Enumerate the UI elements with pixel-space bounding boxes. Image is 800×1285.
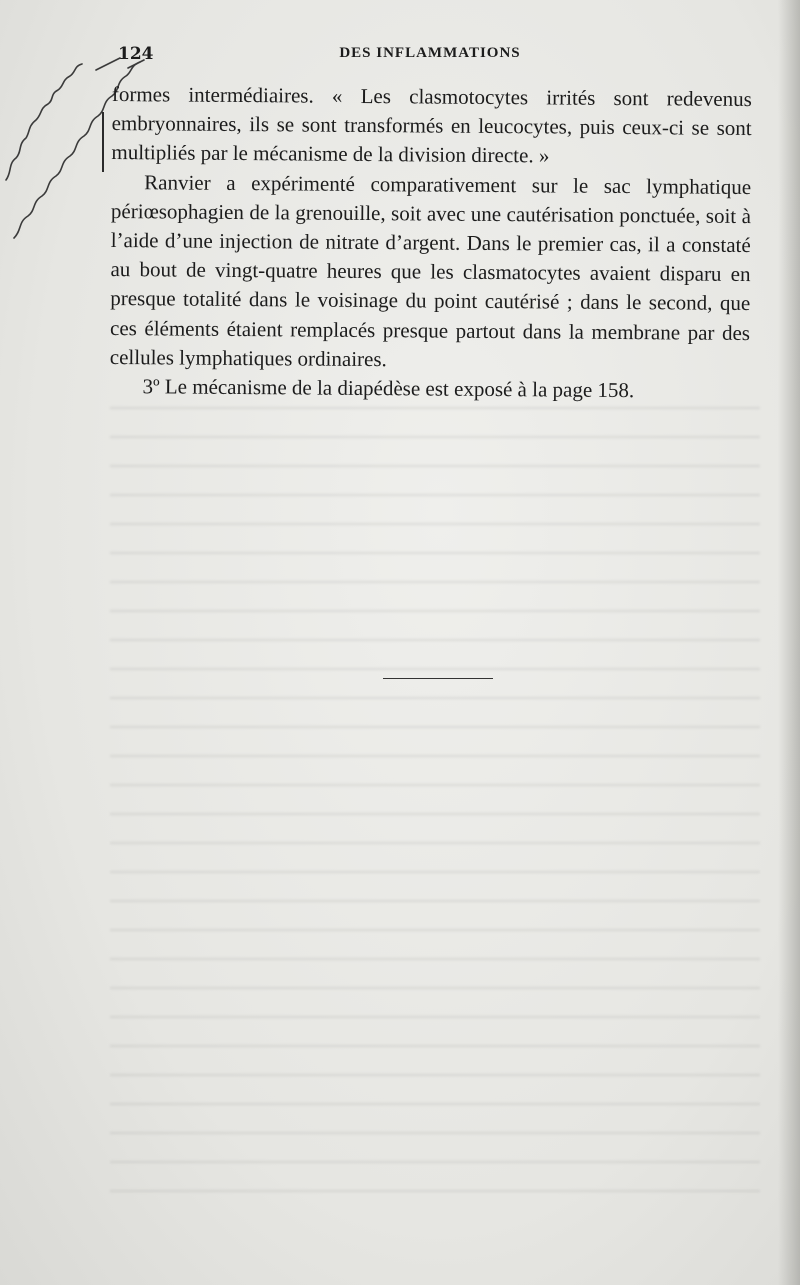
margin-bar (102, 112, 104, 172)
page-number: 124 (118, 44, 154, 64)
running-title: DES INFLAMMATIONS (339, 45, 521, 61)
show-through-text (110, 395, 760, 1215)
body-text (109, 80, 752, 406)
section-rule (383, 678, 493, 679)
page-header (110, 44, 750, 66)
paragraph-1: formes intermédiaires. « Les clasmotocytes irrités sont redevenus embryonnaires, ils se sont transformés en leucocytes, puis ceux-ci se sont multipliés par le mécanisme de la division directe. » (111, 81, 752, 168)
paragraph-2: Ranvier a expérimenté comparativement sur le sac lymphatique périœsophagien de la grenouille, soit avec une cautérisation ponctuée, soit à l’aide d’une injection de nitrate d’argent. Dans le premier cas, il a constaté au bout de vingt-quatre heures que les clasmatocytes avaient disparu en presque totalité dans le voisinage du point cautérisé ; dans le second, que ces éléments étaient remplacés presque partout dans la membrane par des cellules lymphatiques ordinaires. (109, 169, 752, 371)
paragraph-3: 3º Le mécanisme de la diapédèse est exposé à la page 158. (142, 374, 635, 403)
page-edge-shadow (778, 0, 800, 1285)
